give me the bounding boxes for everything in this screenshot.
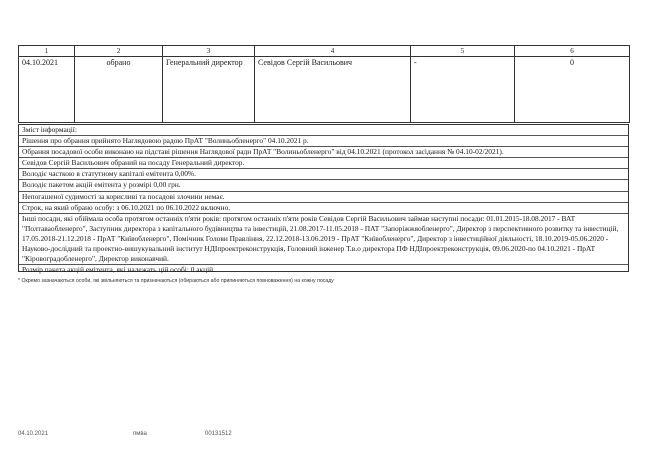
info-line: Володіє пакетом акцій емітента у розмірі 0,00 грн. — [19, 180, 628, 191]
column-number: 2 — [75, 46, 163, 57]
action-cell: обрано — [75, 57, 163, 123]
info-line: Обрання посадової особи виконано на підставі рішення Наглядової ради ПрАТ "Волиньобленерго" від 04.10.2021 (протокол засідання № 04.10-02/2021). — [19, 147, 628, 158]
column-number: 6 — [515, 46, 630, 57]
info-title: Зміст інформації: — [19, 125, 628, 136]
code-cell: - — [411, 57, 515, 123]
position-cell: Генеральний директор — [163, 57, 255, 123]
info-line: Володіє часткою в статутному капіталі емітента 0,00%. — [19, 169, 628, 180]
info-line: Непогашеної судимості за корисливі та посадові злочини немає. — [19, 192, 628, 203]
column-number: 5 — [411, 46, 515, 57]
information-block — [18, 124, 629, 275]
changes-table — [18, 45, 630, 123]
footnote: * Окремо зазначаються особи, які звільняються та призначаються (обираються або припиняються повноваження) на кожну посаду — [18, 278, 334, 284]
info-line: Севідов Сергій Васильович обраний на посаду Генеральний директор. — [19, 158, 628, 169]
column-number: 4 — [255, 46, 411, 57]
date-cell: 04.10.2021 — [19, 57, 75, 123]
person-name-cell: Севідов Сергій Васильович — [255, 57, 411, 123]
previous-positions-text: Інші посади, які обіймала особа протягом останніх п'яти років: протягом останніх п'яти років Севідов Сергій Васильович займав наступні посади: 01.01.2015-18.08.2017 - ВАТ "Полтаваобленерго", Заступник директора з капітального будівництва та інвестицій, 21.08.2017-11.05.2018 - ПАТ "Запоріжжяобленерго", Директор з перспективного розвитку та інвестицій, 17.05.2018-21.12.2018 - ПрАТ "Київобленерго", Помічник Голови Правління, 22.12.2018-13.06.2019 - ПрАТ "Київобленерго", Директор з інвестиційної діяльності, 18.10.2019-05.06.2020 - Науково-дослідний та проектно-вишукувальний інститут НДІпроектреконструкція, Головний інженер Т.в.о директора ПФ НДІпроектреконструкція, 09.06.2020-по 04.10.2021 - ПрАТ "Кіровоградобленерго", Директор виконавчий. — [19, 214, 628, 265]
footer-date: 04.10.2021 — [18, 431, 49, 437]
info-line: Рішення про обрання прийнято Наглядовою радою ПрАТ "Волиньобленерго" 04.10.2021 р. — [19, 136, 628, 147]
info-line: Строк, на який обрано особу: з 06.10.2021 по 06.10.2022 включно. — [19, 203, 628, 214]
table-row — [19, 57, 630, 123]
footer-mark: пмва — [133, 431, 147, 437]
column-number: 3 — [163, 46, 255, 57]
footer-code: 00131512 — [205, 431, 232, 437]
share-cell: 0 — [515, 57, 630, 123]
column-numbers-row — [19, 46, 630, 57]
column-number: 1 — [19, 46, 75, 57]
info-line: Розмір пакета акцій емітента, які належать цій особі: 0 акцій. — [22, 265, 215, 275]
